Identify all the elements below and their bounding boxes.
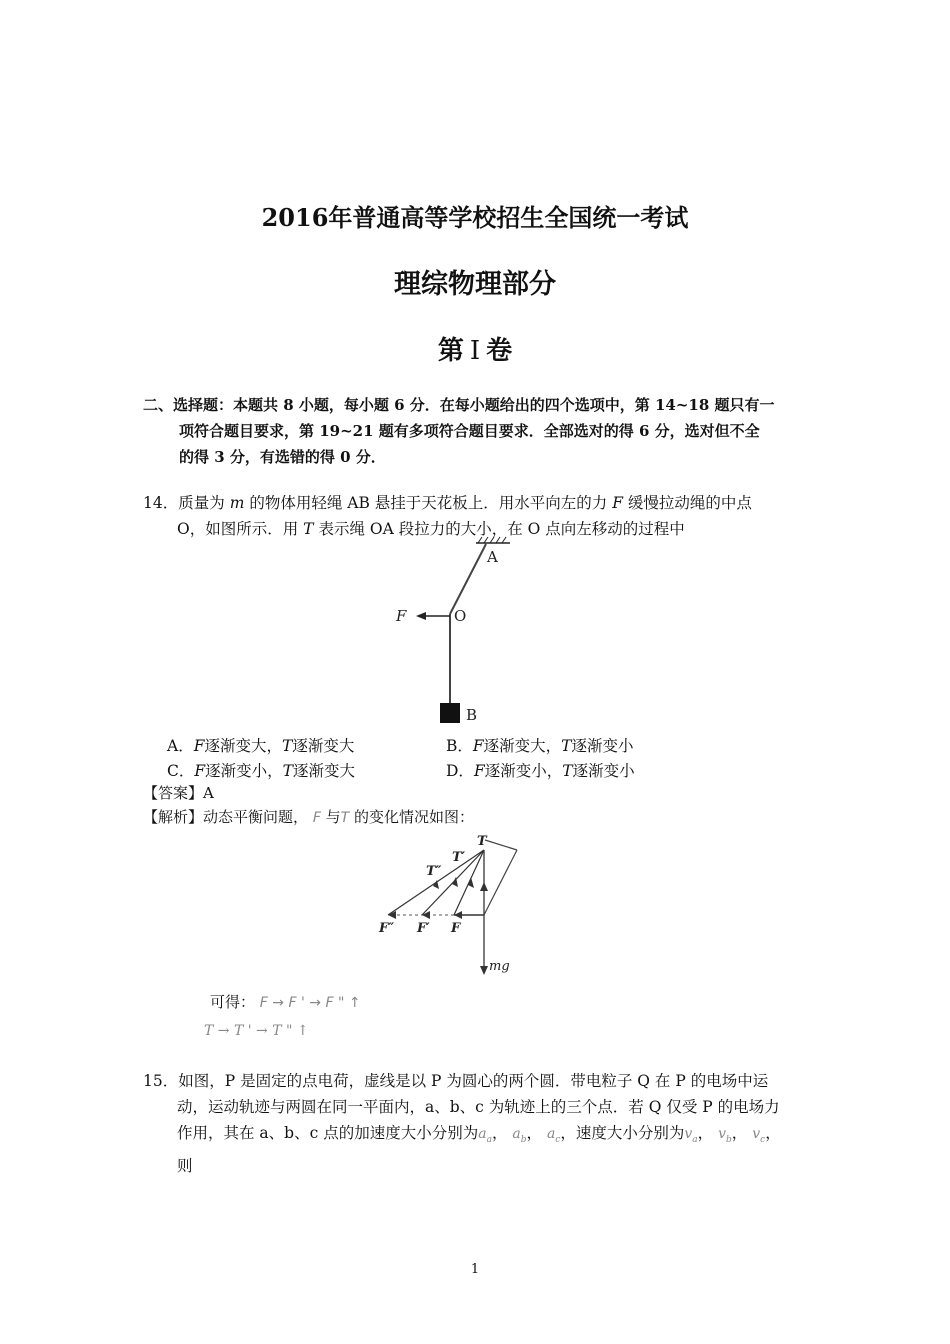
triangle-right-edge xyxy=(484,850,517,915)
section-line-2: 项符合题目要求，第 19~21 题有多项符合题目要求．全部选对的得 6 分，选对但不全 xyxy=(179,422,760,440)
analysis-text: 与 xyxy=(325,808,341,826)
q15-line-1: 如图，P 是固定的点电荷，虚线是以 P 为圆心的两个圆．带电粒子 Q 在 P 的电场中运 xyxy=(178,1072,769,1090)
analysis-label: 【解析】 xyxy=(143,808,204,826)
conclusion-label: 可得： xyxy=(210,993,256,1011)
option-A[interactable] xyxy=(167,734,354,756)
section-instructions xyxy=(143,392,813,470)
vel-a: $v_a$ xyxy=(684,1126,698,1145)
exam-title: 2016年普通高等学校招生全国统一考试 xyxy=(261,203,689,232)
var-m: m xyxy=(229,494,245,512)
volume-suffix: 卷 xyxy=(486,336,513,366)
acc-c: $a_c$ xyxy=(546,1126,561,1145)
label-mg: mg xyxy=(489,959,510,974)
conclusion-T-line xyxy=(204,1020,309,1039)
option-text: 逐渐变大 xyxy=(293,762,356,780)
vel-c: $v_c$ xyxy=(752,1126,766,1145)
figure-force-triangle xyxy=(370,830,530,980)
option-var: T xyxy=(561,737,572,755)
q14-text: 缓慢拉动绳的中点 xyxy=(627,494,752,512)
question-number: 15． xyxy=(143,1072,179,1090)
conclusion-F: F → F ' → F " ↑ xyxy=(259,995,361,1011)
label-A: A xyxy=(487,548,498,566)
q14-text: 质量为 xyxy=(178,494,225,512)
section-line-1: 二、选择题：本题共 8 小题，每小题 6 分．在每小题给出的四个选项中，第 14~18 题只有一 xyxy=(143,396,775,414)
analysis-text: 的变化情况如图： xyxy=(354,808,475,826)
option-text: 逐渐变小， xyxy=(205,762,283,780)
option-var: T xyxy=(282,762,293,780)
answer-value: A xyxy=(203,784,214,802)
volume-title xyxy=(0,330,950,367)
option-text: 逐渐变大 xyxy=(292,737,355,755)
option-text: 逐渐变小， xyxy=(484,762,563,780)
option-text: 逐渐变大， xyxy=(483,737,562,755)
rope-segment-OA xyxy=(450,544,486,614)
volume-numeral: Ⅰ xyxy=(469,336,481,366)
vector-F1-arrowhead xyxy=(422,911,430,919)
vel-b: $v_b$ xyxy=(718,1126,732,1145)
ceiling-hatch xyxy=(478,537,506,543)
var-T: T xyxy=(303,520,314,538)
subject-title: 理综物理部分 xyxy=(394,269,556,300)
option-var: F xyxy=(472,737,484,755)
option-var: F xyxy=(194,762,206,780)
answer-label: 【答案】 xyxy=(143,784,204,802)
analysis-var-T: T xyxy=(340,810,350,826)
label-F-double-prime: F″ xyxy=(379,921,395,936)
q15-line-2: 动，运动轨迹与两圆在同一平面内，a、b、c 为轨迹上的三个点．若 Q 仅受 P 的电场力 xyxy=(177,1098,780,1116)
question-14 xyxy=(143,490,823,542)
question-15 xyxy=(143,1068,823,1179)
option-letter: A． xyxy=(167,737,194,755)
figure-rope-diagram xyxy=(380,536,520,726)
conclusion-F-line xyxy=(210,991,361,1012)
option-text: 逐渐变大， xyxy=(204,737,282,755)
triangle-top-edge xyxy=(485,840,517,850)
option-B[interactable] xyxy=(446,734,634,756)
page-number: 1 xyxy=(470,1262,480,1277)
var-F: F xyxy=(612,494,623,512)
mg-up-arrowhead xyxy=(480,882,488,891)
analysis-text: 动态平衡问题， xyxy=(203,808,309,826)
label-O: O xyxy=(454,607,467,625)
label-F-prime: F′ xyxy=(417,921,430,936)
option-var: T xyxy=(281,737,293,755)
option-text: 逐渐变小 xyxy=(571,737,634,755)
conclusion-T: T → T ' → T " ↑ xyxy=(204,1023,309,1039)
label-T-double-prime: T″ xyxy=(426,864,442,879)
q15-line-3: 作用，其在 a、b、c 点的加速度大小分别为$a_a$， $a_b$， $a_c$，速度大小分别为$v_a$， $v_b$， $v_c$， xyxy=(177,1124,781,1145)
q15-line-4: 则 xyxy=(177,1156,193,1175)
label-F: F xyxy=(451,921,461,936)
option-D[interactable] xyxy=(446,759,635,781)
label-T: T xyxy=(477,834,487,849)
acc-b: $a_b$ xyxy=(512,1126,527,1145)
option-letter: D． xyxy=(446,762,474,780)
volume-prefix: 第 xyxy=(437,336,464,366)
option-letter: C． xyxy=(167,762,195,780)
label-F: F xyxy=(396,607,407,625)
q14-text: 的物体用轻绳 AB 悬挂于天花板上．用水平向左的力 xyxy=(249,494,608,512)
analysis-line xyxy=(143,806,474,827)
mg-arrowhead xyxy=(480,966,488,975)
mass-block xyxy=(440,703,460,723)
option-var: F xyxy=(473,762,485,780)
option-var: F xyxy=(193,737,205,755)
option-C[interactable] xyxy=(167,759,355,781)
section-line-3: 的得 3 分，有选错的得 0 分． xyxy=(179,448,386,466)
q15-text: ，速度大小分别为 xyxy=(560,1124,685,1142)
label-T-prime: T′ xyxy=(452,850,466,865)
acc-a: $a_a$ xyxy=(478,1126,492,1145)
option-letter: B． xyxy=(446,737,473,755)
option-var: T xyxy=(562,762,573,780)
q14-text: O，如图所示．用 xyxy=(177,520,299,538)
label-B: B xyxy=(466,706,478,724)
option-text: 逐渐变小 xyxy=(572,762,635,780)
force-F-arrowhead xyxy=(416,612,426,620)
answer-line xyxy=(143,782,214,803)
q15-text: 作用，其在 a、b、c 点的加速度大小分别为 xyxy=(177,1124,479,1142)
question-number: 14． xyxy=(143,494,179,512)
analysis-var-F: F xyxy=(312,810,321,826)
q14-text: 表示绳 OA 段拉力的大小，在 O 点向左移动的过程中 xyxy=(318,520,685,538)
